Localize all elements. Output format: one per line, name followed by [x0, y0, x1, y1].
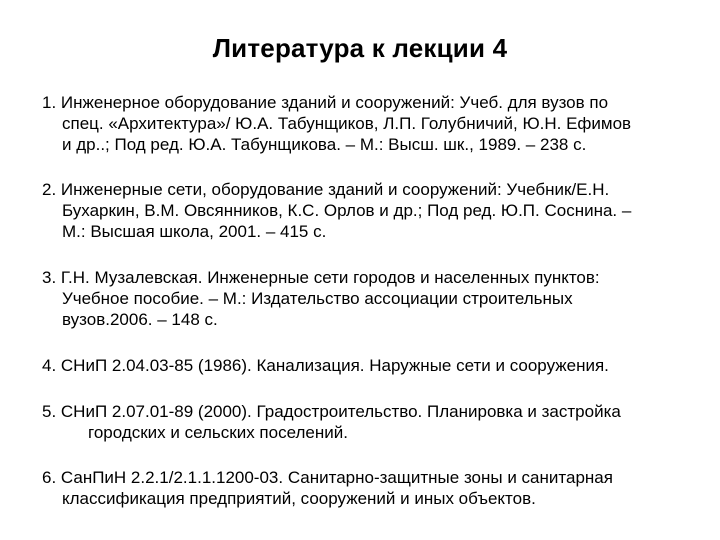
slide-title: Литература к лекции 4	[212, 33, 508, 63]
reference-line: 2. Инженерные сети, оборудование зданий и сооружений: Учебник/Е.Н.	[42, 180, 610, 199]
reference-line: 1. Инженерное оборудование зданий и сооружений: Учеб. для вузов по	[42, 93, 609, 112]
reference-line: 5. СНиП 2.07.01-89 (2000). Градостроительство. Планировка и застройка	[42, 402, 621, 421]
reference-line: 3. Г.Н. Музалевская. Инженерные сети городов и населенных пунктов:	[42, 268, 600, 287]
reference-item-2	[42, 179, 682, 242]
reference-line: Бухаркин, В.М. Овсянников, К.С. Орлов и др.; Под ред. Ю.П. Соснина. –	[62, 201, 632, 220]
reference-item-4	[42, 355, 682, 376]
reference-item-1	[42, 92, 682, 155]
reference-line: М.: Высшая школа, 2001. – 415 с.	[62, 222, 327, 241]
reference-item-3	[42, 267, 682, 330]
reference-item-6	[42, 467, 682, 509]
reference-line: 4. СНиП 2.04.03-85 (1986). Канализация. Наружные сети и сооружения.	[42, 356, 609, 375]
reference-line: 6. СанПиН 2.2.1/2.1.1.1200-03. Санитарно-защитные зоны и санитарная	[42, 468, 613, 487]
reference-line: классификация предприятий, сооружений и иных объектов.	[62, 489, 536, 508]
reference-line: вузов.2006. – 148 с.	[62, 310, 218, 329]
reference-line: городских и сельских поселений.	[88, 423, 348, 442]
reference-line: Учебное пособие. – М.: Издательство ассоциации строительных	[62, 289, 573, 308]
reference-line: спец. «Архитектура»/ Ю.А. Табунщиков, Л.П. Голубничий, Ю.Н. Ефимов	[62, 114, 632, 133]
reference-list	[42, 92, 682, 509]
reference-item-5	[42, 401, 682, 443]
reference-line: и др..; Под ред. Ю.А. Табунщикова. – М.: Высш. шк., 1989. – 238 с.	[62, 135, 587, 154]
